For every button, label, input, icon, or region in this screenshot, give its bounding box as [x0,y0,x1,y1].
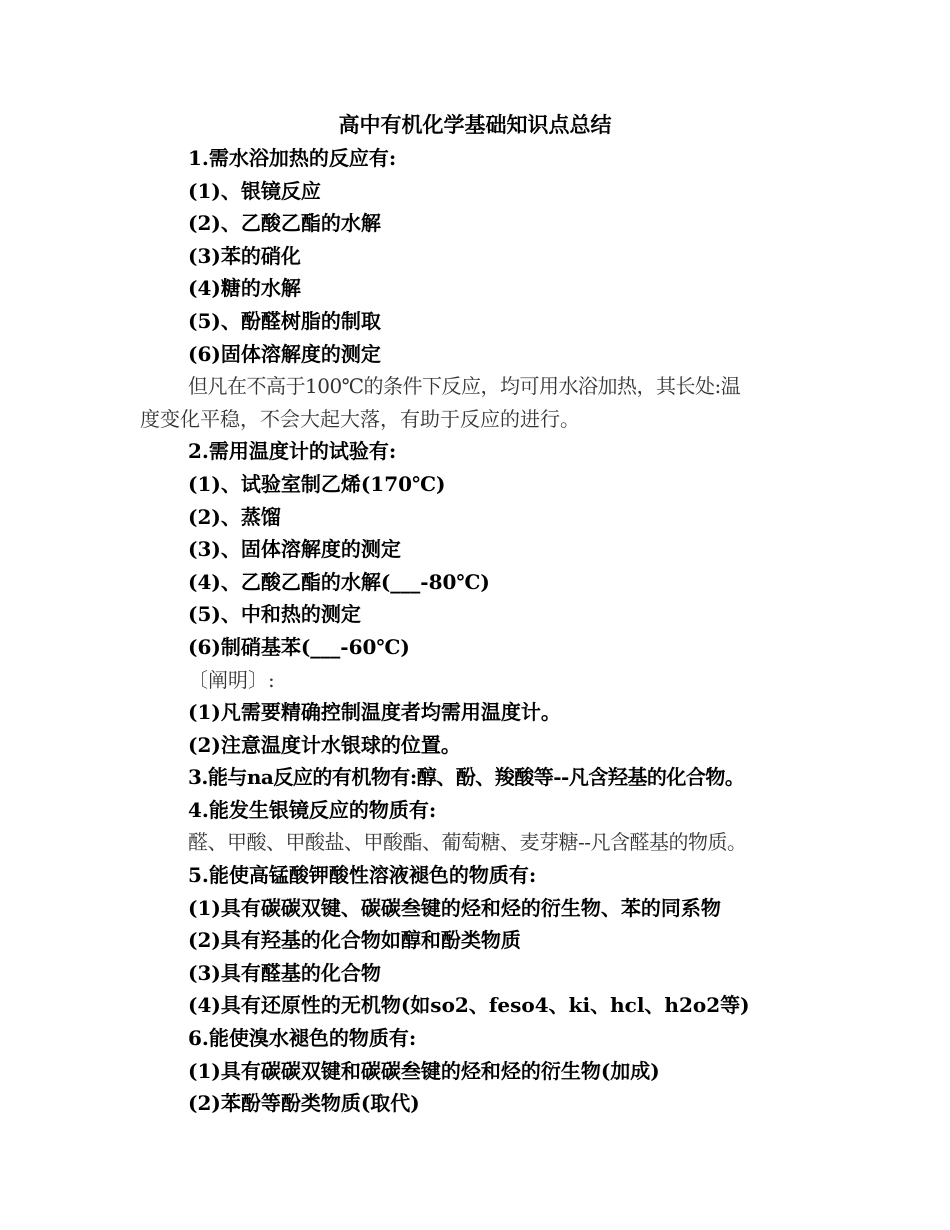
text-line: (2)苯酚等酚类物质(取代) [188,1091,420,1116]
text-line: 4.能发生银镜反应的物质有: [188,797,437,822]
text-line: (2)、蒸馏 [188,504,281,529]
text-line: 2.需用温度计的试验有: [188,439,397,464]
text-line: (4)具有还原性的无机物(如so2、feso4、ki、hcl、h2o2等) [188,993,750,1018]
text-line: 1.需水浴加热的反应有: [188,146,397,170]
text-line: (3)具有醛基的化合物 [188,960,381,985]
text-line: (3)苯的硝化 [188,243,301,268]
text-line: (1)、试验室制乙烯(170℃) [188,471,446,496]
text-line: (6)固体溶解度的测定 [188,341,381,366]
text-line: 度变化平稳，不会大起大落，有助于反应的进行。 [140,406,580,431]
text-line: 6.能使溴水褪色的物质有: [188,1026,417,1051]
text-line: (4)糖的水解 [188,276,301,301]
text-line: (6)制硝基苯(___-60℃) [188,634,410,659]
text-line: (1)具有碳碳双键、碳碳叁键的烃和烃的衍生物、苯的同系物 [188,895,721,920]
text-line: 醛、甲酸、甲酸盐、甲酸酯、葡萄糖、麦芽糖--凡含醛基的物质。 [188,830,747,855]
text-line: 5.能使高锰酸钾酸性溶液褪色的物质有: [188,863,537,888]
text-line: (3)、固体溶解度的测定 [188,537,401,562]
text-line: (5)、中和热的测定 [188,602,361,627]
text-line: 3.能与na反应的有机物有:醇、酚、羧酸等--凡含羟基的化合物。 [188,765,745,790]
text-line: (1)具有碳碳双键和碳碳叁键的烃和烃的衍生物(加成) [188,1058,660,1083]
text-line: (5)、酚醛树脂的制取 [188,308,381,333]
text-line: (2)、乙酸乙酯的水解 [188,211,381,236]
text-line: (2)具有羟基的化合物如醇和酚类物质 [188,928,521,953]
text-line: (2)注意温度计水银球的位置。 [188,732,461,757]
document-title: 高中有机化学基础知识点总结 [338,112,612,137]
text-line: (1)、银镜反应 [188,178,321,203]
text-line: (1)凡需要精确控制温度者均需用温度计。 [188,700,561,725]
document-body [140,142,820,1120]
text-line: 〔阐明〕: [188,667,275,692]
text-line: (4)、乙酸乙酯的水解(___-80℃) [188,569,490,594]
text-line: 但凡在不高于100℃的条件下反应，均可用水浴加热，其长处:温 [188,374,741,399]
